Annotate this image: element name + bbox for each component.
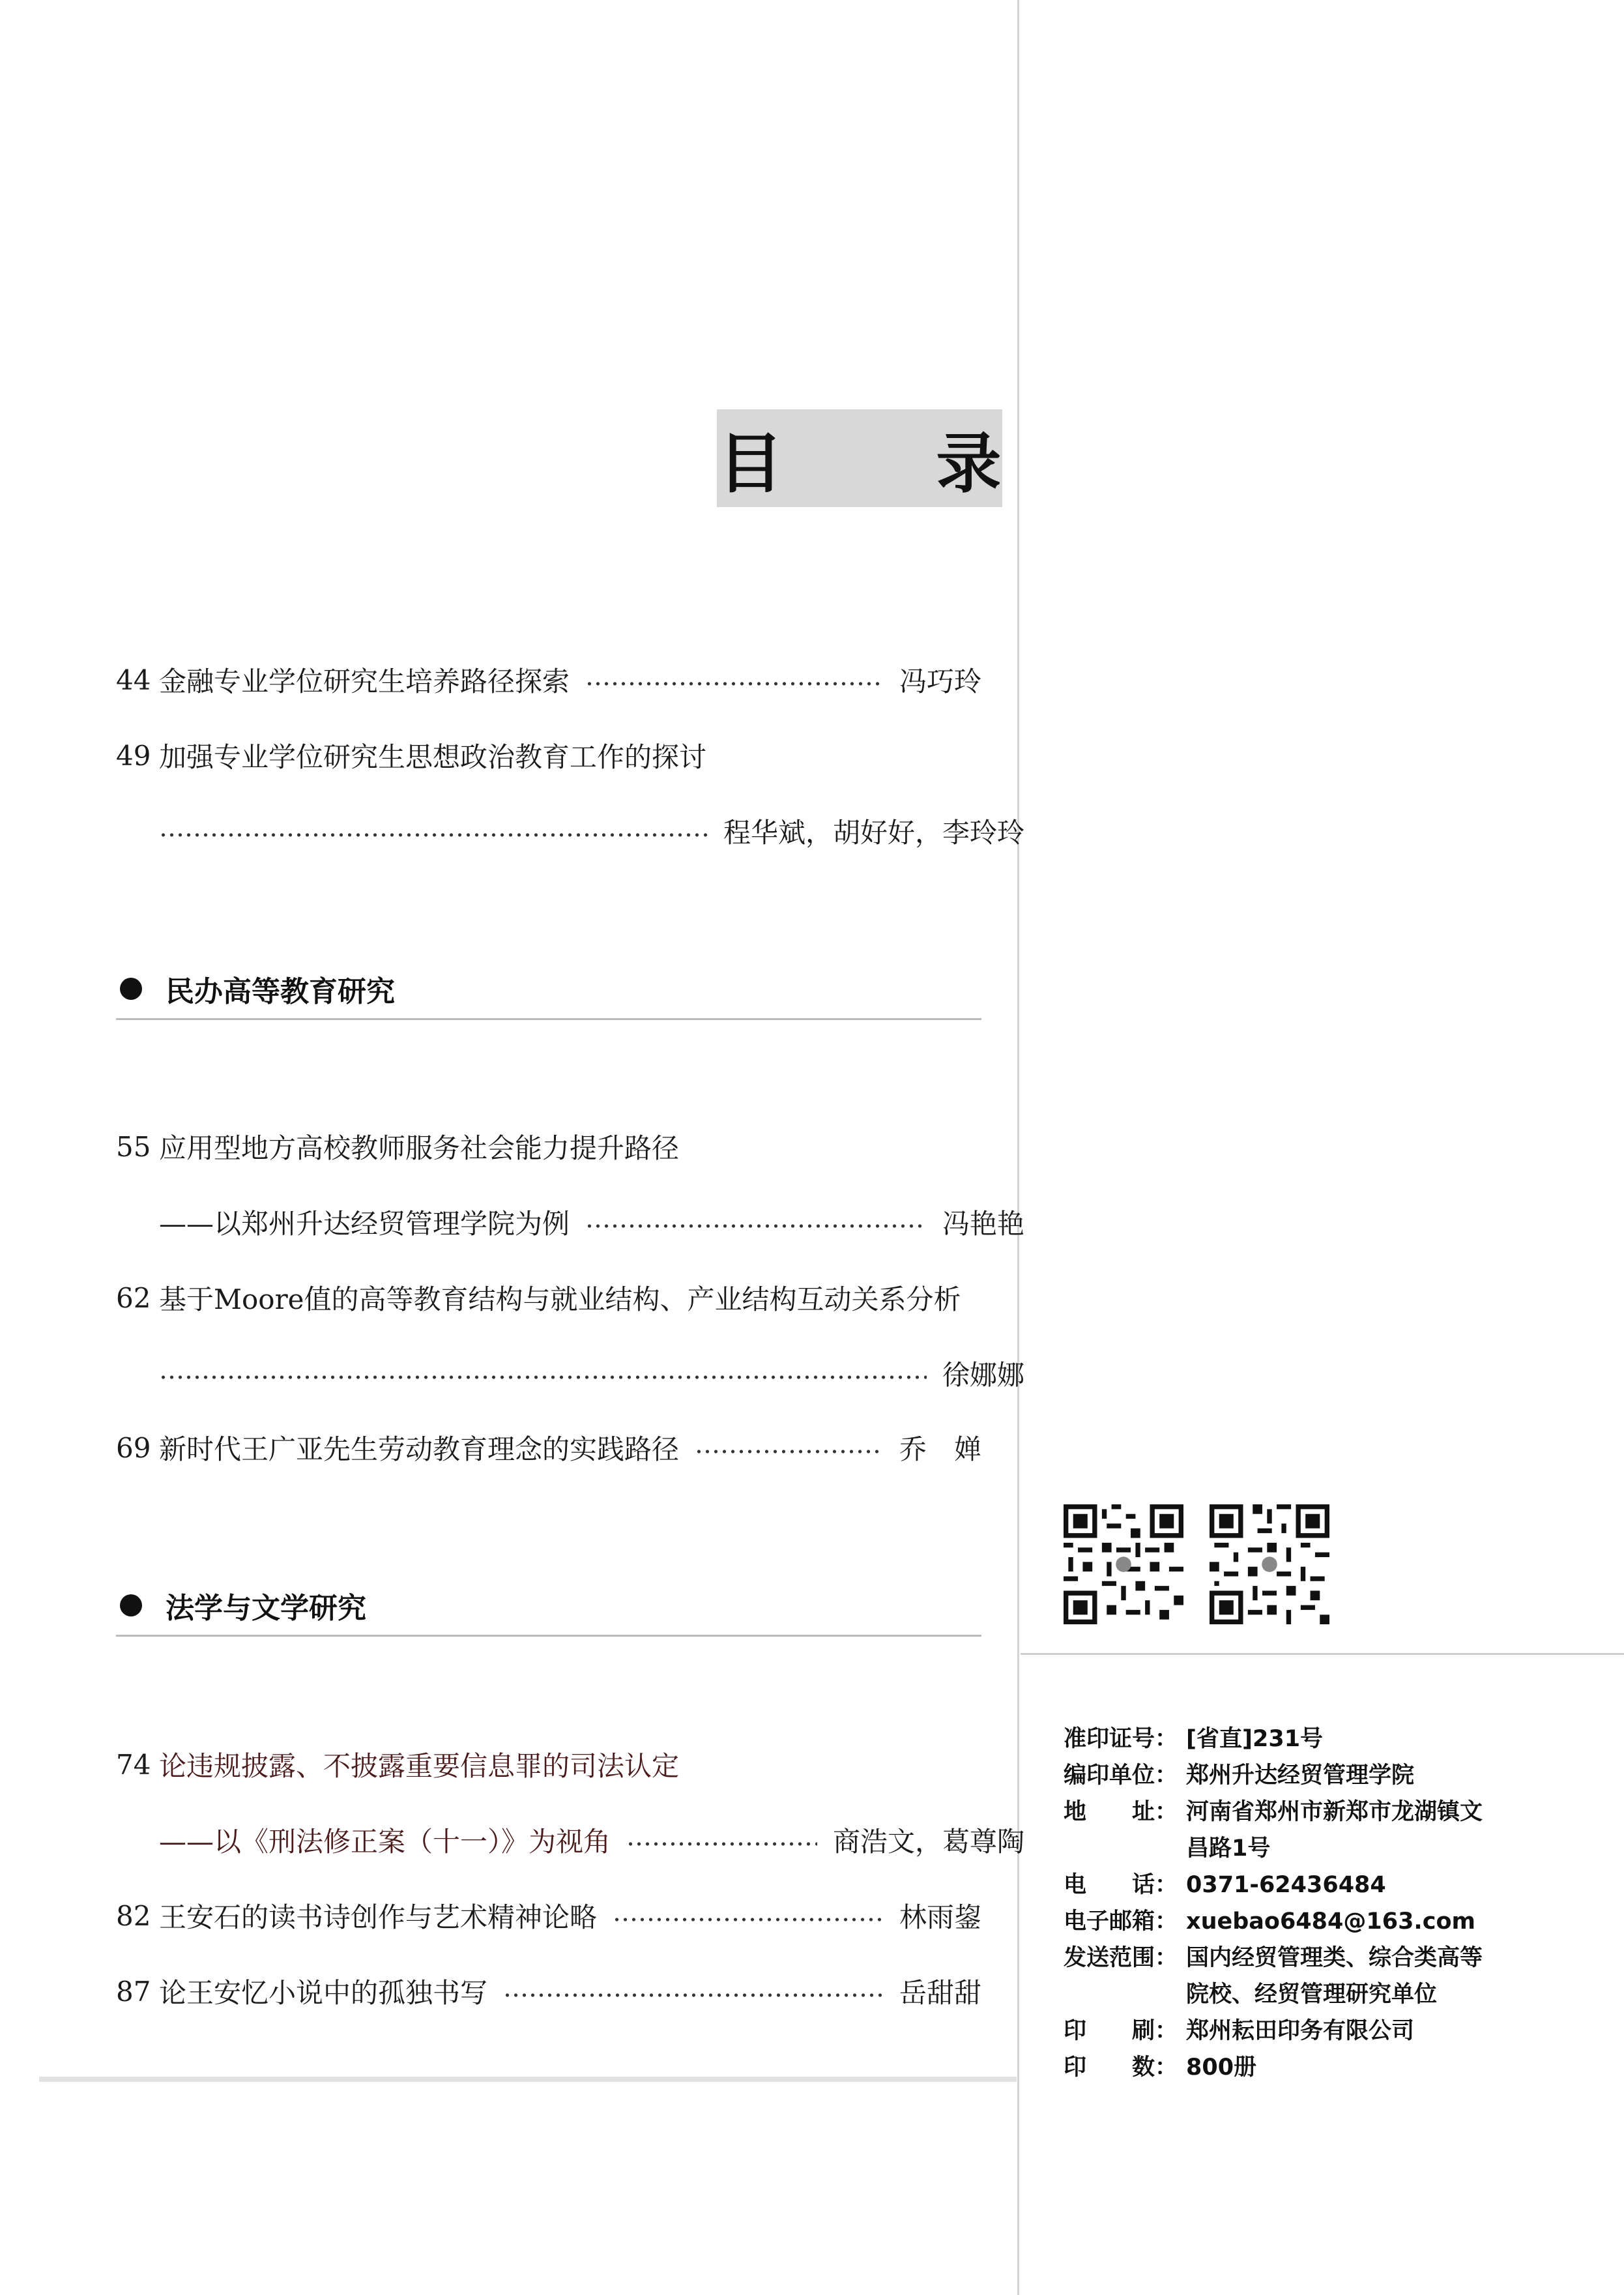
leader-dots [585, 1223, 927, 1229]
toc-entry-continuation[interactable] [116, 1351, 1024, 1396]
entry-author: 乔 婵 [899, 1433, 981, 1465]
page-divider [1017, 0, 1019, 2295]
info-value: 国内经贸管理类、综合类高等院校、经贸管理研究单位 [1186, 1945, 1483, 2008]
leader-dots [585, 681, 884, 686]
entry-title: 基于Moore值的高等教育结构与就业结构、产业结构互动关系分析 [159, 1283, 961, 1315]
info-value: 郑州升达经贸管理学院 [1186, 1762, 1415, 1789]
info-value: 0371-62436484 [1186, 1872, 1386, 1898]
entry-author: 林雨鋆 [899, 1901, 981, 1933]
entry-title: 新时代王广亚先生劳动教育理念的实践路径 [159, 1433, 680, 1465]
entry-author: 商浩文，葛尊陶 [832, 1826, 1024, 1858]
page-number: 62 [116, 1281, 151, 1314]
toc-entry[interactable] [116, 1893, 981, 1938]
toc-entry-continuation[interactable] [116, 1199, 1024, 1245]
entry-title: 王安石的读书诗创作与艺术精神论略 [159, 1901, 598, 1933]
toc-entry[interactable] [116, 1742, 981, 1787]
toc-title-box [717, 409, 1067, 507]
info-value: 800册 [1186, 2054, 1257, 2081]
info-divider [1021, 1653, 1624, 1655]
section-title: 法学与文学研究 [166, 1592, 366, 1625]
info-label: 印 数： [1064, 2054, 1178, 2081]
info-row-editor [1064, 1757, 1598, 1794]
toc-entry-continuation[interactable] [116, 1817, 1024, 1863]
leader-dots [159, 1375, 927, 1380]
info-label: 电子邮箱： [1064, 1908, 1178, 1935]
entry-title: 金融专业学位研究生培养路径探索 [159, 665, 570, 697]
bullet-icon [120, 978, 142, 1000]
page-number: 82 [116, 1899, 151, 1932]
section-header [116, 959, 981, 1020]
toc-entry[interactable] [116, 1275, 981, 1321]
entry-title: 加强专业学位研究生思想政治教育工作的探讨 [159, 741, 707, 773]
qr-code-icon [1064, 1504, 1183, 1624]
leader-dots [613, 1917, 884, 1922]
leader-dots [503, 1993, 884, 1998]
info-value: 河南省郑州市新郑市龙湖镇文昌路1号 [1186, 1799, 1483, 1862]
leader-dots [626, 1841, 817, 1847]
info-label: 电 话： [1064, 1872, 1178, 1898]
info-value[interactable]: xuebao6484@163.com [1186, 1908, 1475, 1935]
entry-subtitle: ——以《刑法修正案（十一）》为视角 [159, 1826, 611, 1858]
info-value: 郑州耘田印务有限公司 [1186, 2018, 1415, 2044]
page-number: 55 [116, 1130, 151, 1163]
toc-entry[interactable] [116, 1968, 981, 2014]
publication-info [1064, 1721, 1598, 2086]
entry-title: 论违规披露、不披露重要信息罪的司法认定 [159, 1750, 680, 1782]
info-row-address [1064, 1794, 1598, 1867]
entry-author: 程华斌，胡好好，李玲玲 [723, 817, 1024, 849]
qr-code-icon [1210, 1504, 1329, 1624]
toc-entry[interactable] [116, 1425, 981, 1470]
page-number: 87 [116, 1975, 151, 2008]
info-label: 发送范围： [1064, 1945, 1178, 1971]
entry-author: 冯艳艳 [942, 1208, 1024, 1240]
info-label: 地 址： [1064, 1799, 1178, 1825]
info-label: 准印证号： [1064, 1726, 1178, 1752]
toc-title: 目 录 [718, 426, 1067, 502]
info-value: [省直]231号 [1186, 1726, 1324, 1752]
info-row-permit [1064, 1721, 1598, 1757]
info-row-email [1064, 1903, 1598, 1940]
entry-author: 徐娜娜 [942, 1359, 1024, 1391]
toc-entry[interactable] [116, 733, 981, 778]
bottom-rule [39, 2077, 1017, 2082]
page-number: 49 [116, 739, 151, 772]
page-number: 74 [116, 1748, 151, 1781]
entry-author: 冯巧玲 [899, 665, 981, 697]
leader-dots [159, 832, 708, 838]
info-row-scope [1064, 1940, 1598, 2013]
info-row-printer [1064, 2013, 1598, 2049]
info-label: 印 刷： [1064, 2018, 1178, 2044]
toc-entry[interactable] [116, 1124, 981, 1169]
section-header [116, 1576, 981, 1637]
bullet-icon [120, 1594, 142, 1616]
entry-subtitle: ——以郑州升达经贸管理学院为例 [159, 1208, 570, 1240]
info-row-copies [1064, 2049, 1598, 2086]
entry-title: 应用型地方高校教师服务社会能力提升路径 [159, 1132, 680, 1164]
page-number: 44 [116, 664, 151, 696]
toc-entry-continuation[interactable] [116, 808, 1024, 854]
toc-entry[interactable] [116, 657, 981, 703]
page-number: 69 [116, 1431, 151, 1464]
leader-dots [695, 1449, 884, 1454]
entry-author: 岳甜甜 [899, 1977, 981, 2009]
entry-title: 论王安忆小说中的孤独书写 [159, 1977, 488, 2009]
info-label: 编印单位： [1064, 1762, 1178, 1789]
info-row-phone [1064, 1867, 1598, 1903]
section-title: 民办高等教育研究 [166, 975, 395, 1008]
